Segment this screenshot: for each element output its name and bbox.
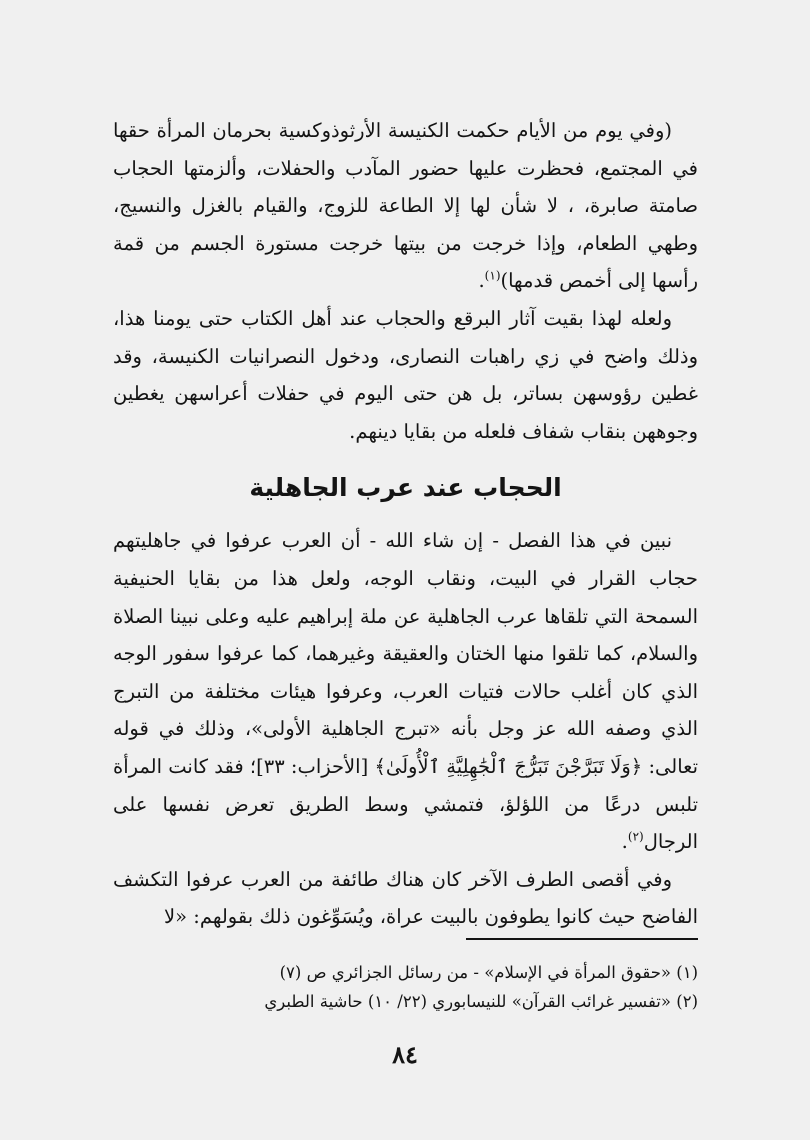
quran-verse: ﴿وَلَا تَبَرَّجْنَ تَبَرُّجَ ٱلْجَٰهِلِيَّةِ ٱلْأُولَىٰ﴾ [374,754,643,778]
main-text [113,112,698,936]
section-heading: الحجاب عند عرب الجاهلية [249,473,562,503]
page-number: ٨٤ [392,1040,418,1069]
paragraph-church-ruling: (وفي يوم من الأيام حكمت الكنيسة الأرثوذوكسية بحرمان المرأة حقها في المجتمع، فحظرت عليها حضور المآدب والحفلات، وألزمتها الحجاب صامتة صابرة، ، لا شأن لها إلا الطاعة للزوج، والقيام بالغزل والنسيج، وطهي الطعام، وإذا خرجت من بيتها خرجت مستورة الجسم من قمة رأسها إلى أخمص قدمها)$^{(١)}$. [113,119,698,293]
footnote-1: (١) «حقوق المرأة في الإسلام» - من رسائل الجزائري ص (٧) [279,963,698,982]
paragraph-nakedness [113,861,698,936]
paragraph-text-continued: ؛ فقد كانت المرأة تلبس درعًا من اللؤلؤ، فتمشي وسط الطريق تعرض نفسها على الرجال [113,754,698,854]
footnote-separator [466,938,698,940]
footnote-reference: (٢) [627,829,644,844]
footnote-reference: (١) [484,268,501,283]
paragraph-text: ولعله لهذا بقيت آثار البرقع والحجاب عند أهل الكتاب حتى يومنا هذا، وذلك واضح في زي راهبات النصارى، ودخول النصرانيات الكنيسة، وقد غطين رؤوسهن بساتر، بل هن حتى اليوم في حفلات أعراسهن يغطين وجوههن بنقاب شفاف فلعله من بقايا دينهم. [113,306,698,443]
paragraph-text: (وفي يوم من الأيام حكمت الكنيسة الأرثوذوكسية بحرمان المرأة حقها في المجتمع، فحظرت عليها حضور المآدب والحفلات، وألزمتها الحجاب صامتة صابرة، ، لا شأن لها إلا الطاعة للزوج، والقيام بالغزل والنسيج، وطهي الطعام، وإذا خرجت من بيتها خرجت مستورة الجسم من قمة رأسها إلى أخمص قدمها) [113,119,698,293]
footnote-2: (٢) «تفسير غرائب القرآن» للنيسابوري (٢٢/ ١٠) حاشية الطبري [264,992,698,1011]
footnotes [113,958,698,1016]
paragraph-text: وفي أقصى الطرف الآخر كان هناك طائفة من العرب عرفوا التكشف الفاضح حيث كانوا يطوفون بالبيت عراة، ويُسَوِّغون ذلك بقولهم: «لا [113,867,698,929]
quran-reference: [الأحزاب: ٣٣] [256,754,369,778]
paragraph-text: نبين في هذا الفصل - إن شاء الله - أن العرب عرفوا في جاهليتهم حجاب القرار في البيت، ونقاب الوجه، ولعل هذا من بقايا الحنيفية السمحة التي تلقاها عرب الجاهلية عن ملة إبراهيم عليه وعلى نبينا الصلاة والسلام، كما تلقوا منها الختان والعقيقة وغيرهما، كما عرفوا سفور الوجه الذي كان أغلب حالات فتيات العرب، وعرفوا هيئات مختلفة من التبرج الذي وصفه الله عز وجل بأنه «تبرج الجاهلية الأولى»، وذلك في قوله تعالى: [113,529,699,778]
paragraph-jahiliyya-arabs: نبين في هذا الفصل - إن شاء الله - أن العرب عرفوا في جاهليتهم حجاب القرار في البيت، ونقاب الوجه، ولعل هذا من بقايا الحنيفية السمحة التي تلقاها عرب الجاهلية عن ملة إبراهيم عليه وعلى نبينا الصلاة والسلام، كما تلقوا منها الختان والعقيقة وغيرهما، كما عرفوا سفور الوجه الذي كان أغلب حالات فتيات العرب، وعرفوا هيئات مختلفة من التبرج الذي وصفه الله عز وجل بأنه «تبرج الجاهلية الأولى»، وذلك في قوله تعالى: ﴿وَلَا تَبَرَّجْنَ تَبَرُّجَ ٱلْجَٰهِلِيَّةِ ٱلْأُولَىٰ﴾ [الأحزاب: ٣٣]؛ فقد كانت المرأة تلبس درعًا من اللؤلؤ، فتمشي وسط الطريق تعرض نفسها على الرجال$^{(٢)}$. [113,529,699,854]
paragraph-veil-remnants [113,300,698,450]
